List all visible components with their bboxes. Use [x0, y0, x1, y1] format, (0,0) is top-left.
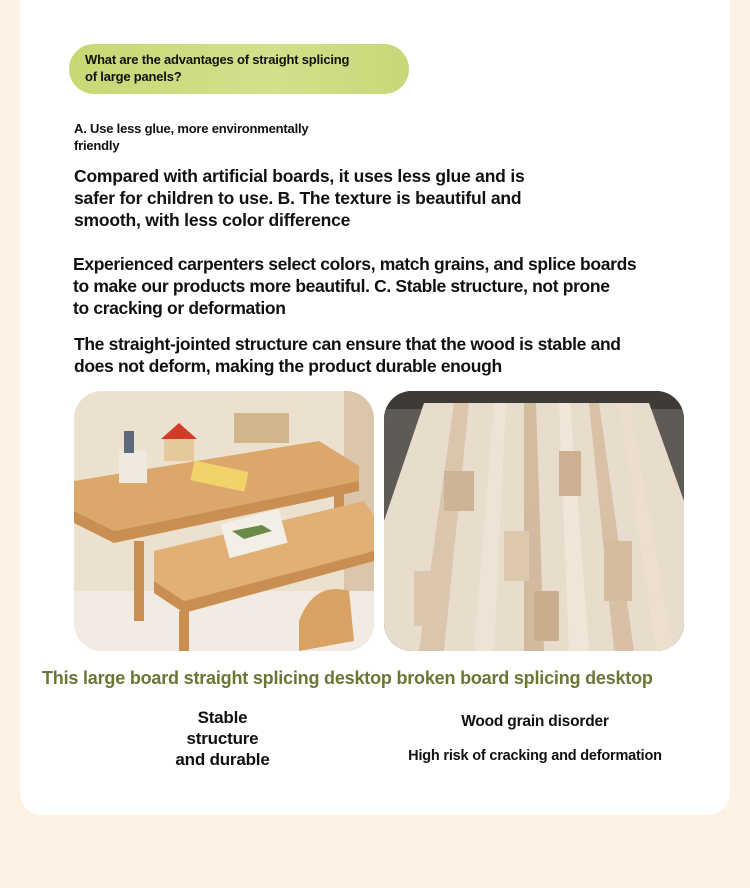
comparison-caption: This large board straight splicing desktop broken board splicing desktop: [42, 668, 653, 688]
point-a-heading-line-1: A. Use less glue, more environmentally: [74, 121, 309, 136]
question-pill: [69, 44, 409, 94]
point-c-line-2: does not deform, making the product durable enough: [74, 356, 502, 376]
point-a-line-2: safer for children to use. B. The texture is beautiful and: [74, 188, 522, 208]
point-a-line-1: Compared with artificial boards, it uses less glue and is: [74, 166, 525, 186]
point-a-line-3: smooth, with less color difference: [74, 210, 351, 230]
question-line-1: What are the advantages of straight splicing: [85, 52, 350, 67]
question-line-2: of large panels?: [85, 69, 182, 84]
spliced-board-photo: [384, 391, 684, 651]
desk-illustration-icon: [74, 391, 374, 651]
right-drawback-title: Wood grain disorder: [461, 713, 609, 730]
right-drawback-detail: High risk of cracking and deformation: [408, 748, 662, 764]
point-b-line-1: Experienced carpenters select colors, match grains, and splice boards: [73, 254, 637, 274]
point-b-body: [73, 253, 636, 319]
point-b-line-2: to make our products more beautiful. C. Stable structure, not prone: [73, 276, 610, 296]
point-c-line-1: The straight-jointed structure can ensure that the wood is stable and: [74, 334, 621, 354]
left-benefit-line-1: Stable: [197, 708, 248, 727]
point-b-line-3: to cracking or deformation: [73, 298, 286, 318]
point-a-heading-line-2: friendly: [74, 138, 120, 153]
left-benefit-line-3: and durable: [175, 750, 270, 769]
point-a-heading: [74, 120, 308, 154]
board-illustration-icon: [384, 391, 684, 651]
point-a-body: [74, 165, 525, 231]
left-benefit-text: [150, 707, 295, 770]
desk-photo: [74, 391, 374, 651]
point-c-body: [74, 333, 621, 377]
left-benefit-line-2: structure: [186, 729, 259, 748]
